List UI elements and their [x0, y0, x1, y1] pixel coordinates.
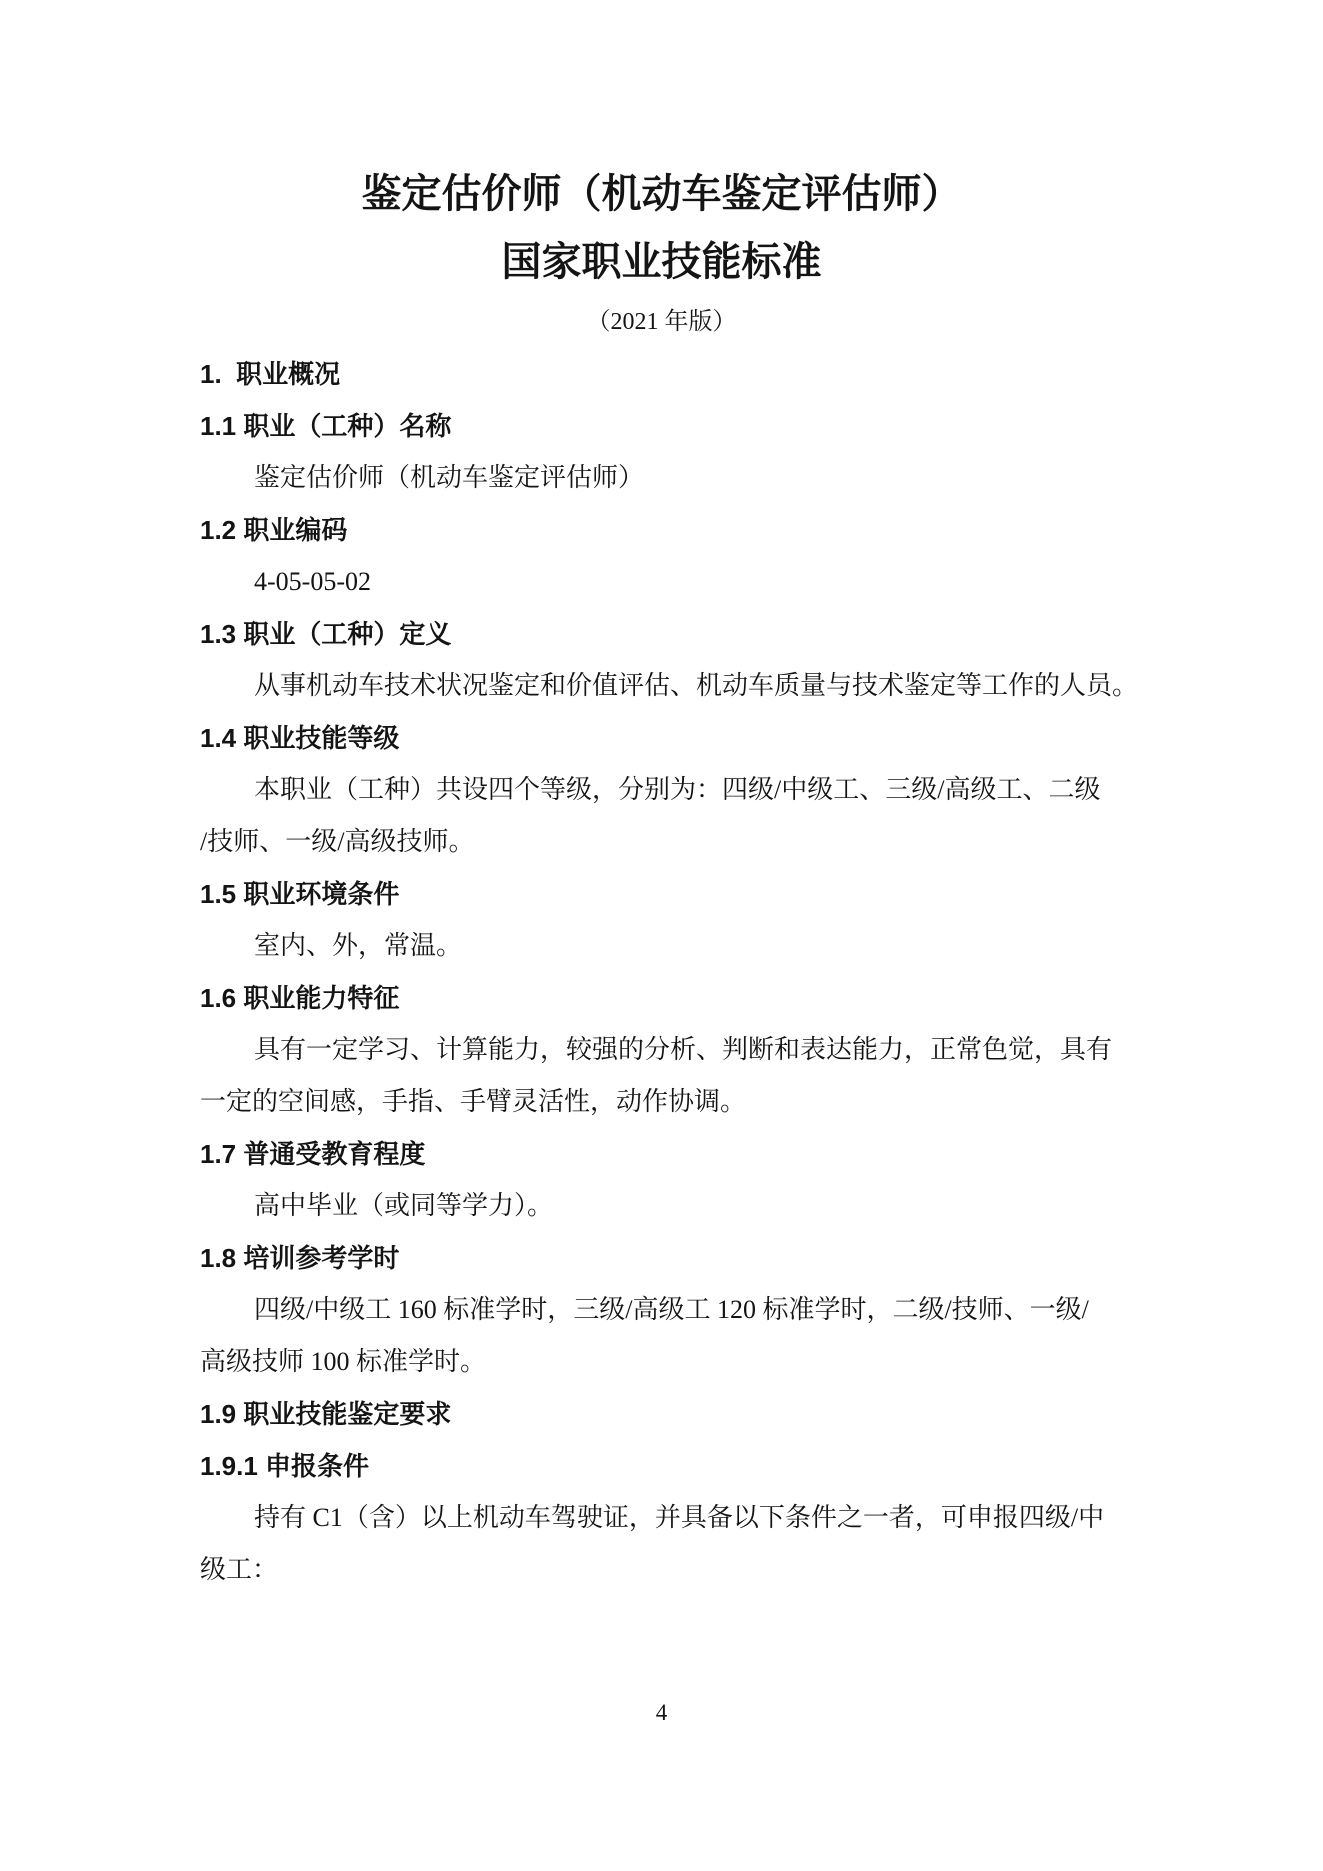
body-text-line: 4-05-05-02 [254, 567, 371, 596]
content-lines [200, 348, 1145, 1596]
section-heading: 1.1 职业（工种）名称 [200, 411, 452, 441]
document-title-line1: 鉴定估价师（机动车鉴定评估师） [361, 172, 962, 216]
body-text-line: 室内、外，常温。 [254, 931, 463, 960]
edition-subtitle: （2021 年版） [586, 309, 737, 335]
body-text-line: 一定的空间感，手指、手臂灵活性，动作协调。 [200, 1087, 747, 1116]
body-text-line: 从事机动车技术状况鉴定和价值评估、机动车质量与技术鉴定等工作的人员。 [254, 671, 1139, 700]
section-heading: 1.7 普通受教育程度 [200, 1139, 426, 1169]
body-text-line: 具有一定学习、计算能力，较强的分析、判断和表达能力，正常色觉，具有 [254, 1035, 1113, 1064]
body-text-line: /技师、一级/高级技师。 [200, 827, 475, 856]
body-text-line: 级工： [200, 1555, 279, 1584]
section-heading: 1.9 职业技能鉴定要求 [200, 1399, 452, 1429]
section-heading: 1. 职业概况 [200, 359, 341, 389]
section-heading: 1.2 职业编码 [200, 515, 348, 545]
body-text-line: 高级技师 100 标准学时。 [200, 1347, 487, 1376]
body-text-line: 高中毕业（或同等学力）。 [254, 1191, 554, 1220]
document-title-line2: 国家职业技能标准 [501, 240, 822, 284]
body-text-line: 鉴定估价师（机动车鉴定评估师） [254, 463, 645, 492]
section-heading: 1.6 职业能力特征 [200, 983, 400, 1013]
section-heading: 1.4 职业技能等级 [200, 723, 400, 753]
body-text-line: 四级/中级工 160 标准学时，三级/高级工 120 标准学时，二级/技师、一级/ [254, 1295, 1089, 1324]
section-heading: 1.8 培训参考学时 [200, 1243, 400, 1273]
section-heading: 1.5 职业环境条件 [200, 879, 400, 909]
body-text-line: 持有 C1（含）以上机动车驾驶证，并具备以下条件之一者，可申报四级/中 [254, 1503, 1105, 1532]
page-number: 4 [655, 1700, 668, 1725]
section-heading: 1.9.1 申报条件 [200, 1451, 370, 1481]
body-text-line: 本职业（工种）共设四个等级，分别为：四级/中级工、三级/高级工、二级 [254, 775, 1101, 804]
section-heading: 1.3 职业（工种）定义 [200, 619, 452, 649]
